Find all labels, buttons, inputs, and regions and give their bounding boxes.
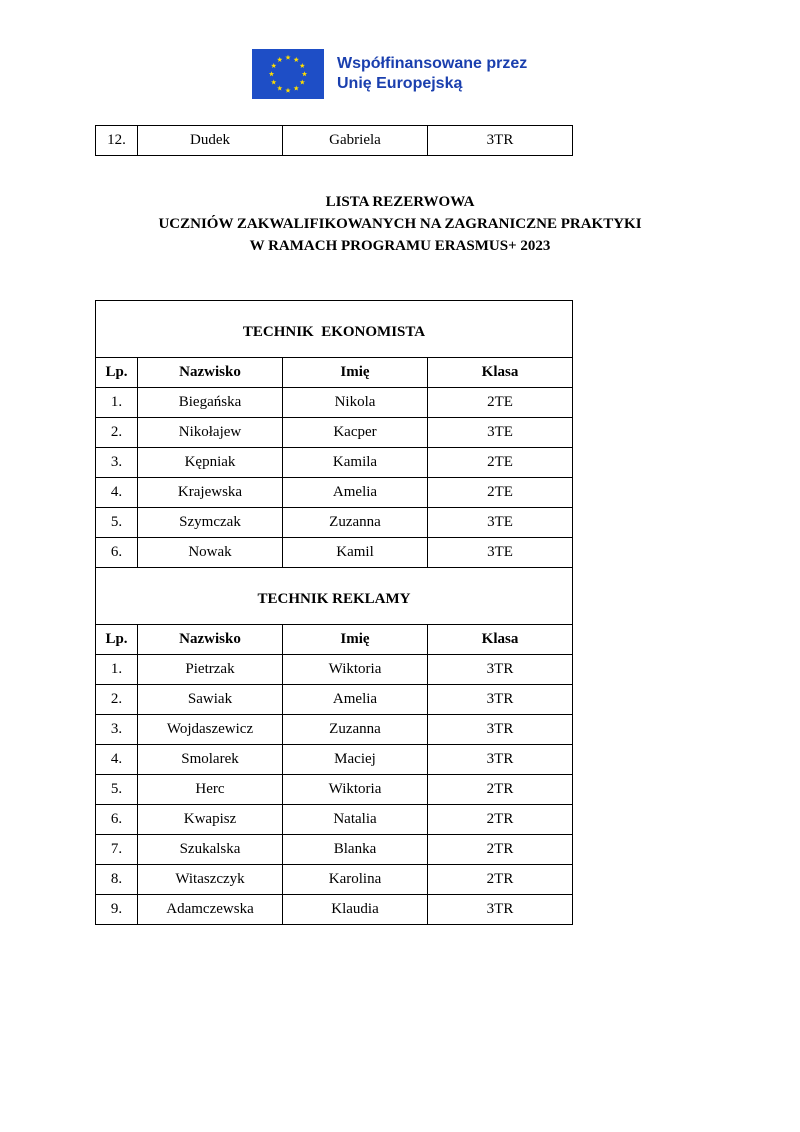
nazwisko-cell: Sawiak <box>138 685 283 715</box>
table-row <box>96 865 573 895</box>
nazwisko-cell: Pietrzak <box>138 655 283 685</box>
klasa-cell: 3TR <box>428 685 573 715</box>
eu-star-icon <box>269 71 274 76</box>
lp-cell: 5. <box>96 508 138 538</box>
column-header-nazwisko: Nazwisko <box>138 625 283 655</box>
imie-cell: Wiktoria <box>283 655 428 685</box>
column-header-klasa: Klasa <box>428 358 573 388</box>
imie-cell: Kamil <box>283 538 428 568</box>
nazwisko-cell: Herc <box>138 775 283 805</box>
lp-cell: 12. <box>96 126 138 156</box>
imie-cell: Kacper <box>283 418 428 448</box>
heading-line-3: W RAMACH PROGRAMU ERASMUS+ 2023 <box>249 238 551 254</box>
table-row <box>96 126 573 156</box>
imie-cell: Zuzanna <box>283 715 428 745</box>
nazwisko-cell: Wojdaszewicz <box>138 715 283 745</box>
nazwisko-cell: Szymczak <box>138 508 283 538</box>
eu-star-icon <box>285 88 290 93</box>
imie-cell: Wiktoria <box>283 775 428 805</box>
imie-cell: Kamila <box>283 448 428 478</box>
table-row <box>96 478 573 508</box>
nazwisko-cell: Krajewska <box>138 478 283 508</box>
column-header-nazwisko: Nazwisko <box>138 358 283 388</box>
column-header-lp: Lp. <box>96 625 138 655</box>
imie-cell: Karolina <box>283 865 428 895</box>
table-row <box>96 508 573 538</box>
lp-cell: 6. <box>96 805 138 835</box>
lp-cell: 7. <box>96 835 138 865</box>
table-row <box>96 745 573 775</box>
klasa-cell: 3TR <box>428 126 573 156</box>
column-header-klasa: Klasa <box>428 625 573 655</box>
imie-cell: Zuzanna <box>283 508 428 538</box>
klasa-cell: 2TE <box>428 448 573 478</box>
imie-cell: Nikola <box>283 388 428 418</box>
table-row <box>96 418 573 448</box>
eu-star-icon <box>285 55 290 60</box>
table-row <box>96 835 573 865</box>
reserve-list-table <box>95 300 573 925</box>
lp-cell: 6. <box>96 538 138 568</box>
nazwisko-cell: Nowak <box>138 538 283 568</box>
klasa-cell: 2TR <box>428 805 573 835</box>
klasa-cell: 2TE <box>428 388 573 418</box>
nazwisko-cell: Szukalska <box>138 835 283 865</box>
klasa-cell: 2TR <box>428 865 573 895</box>
continuation-table <box>95 125 573 156</box>
lp-cell: 2. <box>96 685 138 715</box>
nazwisko-cell: Dudek <box>138 126 283 156</box>
lp-cell: 3. <box>96 715 138 745</box>
eu-star-icon <box>294 57 299 62</box>
eu-star-icon <box>277 85 282 90</box>
logo-text <box>337 54 527 94</box>
nazwisko-cell: Witaszczyk <box>138 865 283 895</box>
klasa-cell: 3TR <box>428 745 573 775</box>
section-title-row <box>96 301 573 358</box>
eu-flag-icon <box>252 49 324 99</box>
lp-cell: 1. <box>96 655 138 685</box>
eu-star-icon <box>271 79 276 84</box>
table-row <box>96 805 573 835</box>
imie-cell: Amelia <box>283 478 428 508</box>
imie-cell: Gabriela <box>283 126 428 156</box>
eu-star-icon <box>302 71 307 76</box>
lp-cell: 2. <box>96 418 138 448</box>
nazwisko-cell: Smolarek <box>138 745 283 775</box>
klasa-cell: 3TR <box>428 655 573 685</box>
eu-star-icon <box>277 57 282 62</box>
nazwisko-cell: Nikołajew <box>138 418 283 448</box>
table-row <box>96 655 573 685</box>
column-header-imie: Imię <box>283 358 428 388</box>
lp-cell: 1. <box>96 388 138 418</box>
logo-line-1: Współfinansowane przez <box>337 55 528 72</box>
section-title: TECHNIK EKONOMISTA <box>96 301 573 358</box>
column-header-lp: Lp. <box>96 358 138 388</box>
imie-cell: Maciej <box>283 745 428 775</box>
klasa-cell: 3TR <box>428 895 573 925</box>
klasa-cell: 2TE <box>428 478 573 508</box>
table-row <box>96 538 573 568</box>
table-row <box>96 685 573 715</box>
lp-cell: 5. <box>96 775 138 805</box>
nazwisko-cell: Biegańska <box>138 388 283 418</box>
eu-star-icon <box>300 63 305 68</box>
klasa-cell: 3TE <box>428 418 573 448</box>
imie-cell: Blanka <box>283 835 428 865</box>
table-row <box>96 895 573 925</box>
imie-cell: Klaudia <box>283 895 428 925</box>
lp-cell: 8. <box>96 865 138 895</box>
klasa-cell: 3TR <box>428 715 573 745</box>
klasa-cell: 3TE <box>428 538 573 568</box>
section-title: TECHNIK REKLAMY <box>96 568 573 625</box>
eu-star-icon <box>300 79 305 84</box>
heading-line-2: UCZNIÓW ZAKWALIFIKOWANYCH NA ZAGRANICZNE PRAKTYKI <box>158 216 642 232</box>
logo-line-2: Unię Europejską <box>337 75 463 92</box>
lp-cell: 9. <box>96 895 138 925</box>
klasa-cell: 3TE <box>428 508 573 538</box>
column-header-row <box>96 358 573 388</box>
eu-star-icon <box>294 85 299 90</box>
column-header-imie: Imię <box>283 625 428 655</box>
klasa-cell: 2TR <box>428 835 573 865</box>
eu-star-icon <box>271 63 276 68</box>
table-row <box>96 775 573 805</box>
table-row <box>96 388 573 418</box>
nazwisko-cell: Adamczewska <box>138 895 283 925</box>
section-title-row <box>96 568 573 625</box>
table-row <box>96 715 573 745</box>
column-header-row <box>96 625 573 655</box>
nazwisko-cell: Kwapisz <box>138 805 283 835</box>
nazwisko-cell: Kępniak <box>138 448 283 478</box>
imie-cell: Natalia <box>283 805 428 835</box>
table-row <box>96 448 573 478</box>
lp-cell: 3. <box>96 448 138 478</box>
document-heading <box>95 191 705 257</box>
lp-cell: 4. <box>96 745 138 775</box>
klasa-cell: 2TR <box>428 775 573 805</box>
imie-cell: Amelia <box>283 685 428 715</box>
heading-line-1: LISTA REZERWOWA <box>325 194 475 210</box>
eu-cofunding-logo <box>252 49 527 99</box>
lp-cell: 4. <box>96 478 138 508</box>
